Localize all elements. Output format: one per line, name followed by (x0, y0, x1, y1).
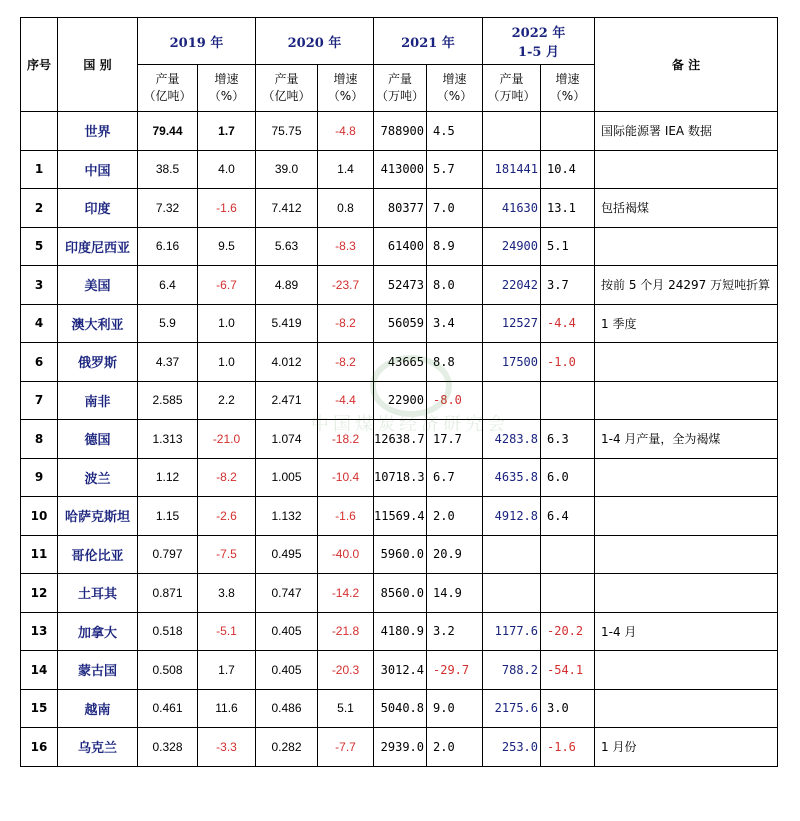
cell-country: 哥伦比亚 (58, 535, 138, 574)
cell-growth-2020: -8.2 (318, 343, 374, 382)
cell-production-2019: 6.4 (138, 266, 198, 305)
cell-index: 1 (21, 150, 58, 189)
cell-growth-2019: -5.1 (198, 612, 256, 651)
cell-production-2021: 22900 (374, 381, 427, 420)
cell-growth-2022: 6.0 (541, 458, 595, 497)
table-row (21, 189, 778, 228)
cell-production-2022: 24900 (483, 227, 541, 266)
cell-growth-2021: 4.5 (427, 112, 483, 151)
cell-growth-2022 (541, 535, 595, 574)
cell-growth-2021: 8.8 (427, 343, 483, 382)
watermark-logo: 中国煤炭经济研究会 (300, 355, 520, 445)
cell-growth-2019: 4.0 (198, 150, 256, 189)
cell-index: 11 (21, 535, 58, 574)
cell-production-2021: 4180.9 (374, 612, 427, 651)
cell-growth-2019: 1.7 (198, 651, 256, 690)
cell-production-2019: 0.871 (138, 574, 198, 613)
cell-remarks (595, 651, 778, 690)
cell-country: 世界 (58, 112, 138, 151)
cell-production-2022: 17500 (483, 343, 541, 382)
header-year-2022 (483, 18, 595, 65)
cell-index: 6 (21, 343, 58, 382)
cell-country: 波兰 (58, 458, 138, 497)
cell-production-2022: 4635.8 (483, 458, 541, 497)
cell-index: 10 (21, 497, 58, 536)
subheader-growth-2021: 增速 （%） (427, 65, 483, 112)
cell-country: 蒙古国 (58, 651, 138, 690)
cell-production-2022: 4283.8 (483, 420, 541, 459)
cell-growth-2020: -1.6 (318, 497, 374, 536)
cell-growth-2021: 8.0 (427, 266, 483, 305)
cell-production-2022 (483, 112, 541, 151)
cell-production-2020: 75.75 (256, 112, 318, 151)
cell-index: 2 (21, 189, 58, 228)
table-row (21, 150, 778, 189)
cell-index: 14 (21, 651, 58, 690)
cell-growth-2020: -14.2 (318, 574, 374, 613)
cell-remarks (595, 227, 778, 266)
cell-growth-2020: -18.2 (318, 420, 374, 459)
cell-growth-2019: -1.6 (198, 189, 256, 228)
cell-production-2021: 2939.0 (374, 728, 427, 767)
cell-production-2020: 39.0 (256, 150, 318, 189)
table-row (21, 612, 778, 651)
table-row (21, 304, 778, 343)
cell-growth-2021: 3.4 (427, 304, 483, 343)
cell-production-2022: 2175.6 (483, 689, 541, 728)
table-row (21, 497, 778, 536)
cell-production-2021: 788900 (374, 112, 427, 151)
cell-growth-2021: 2.0 (427, 728, 483, 767)
cell-growth-2020: 0.8 (318, 189, 374, 228)
table-row (21, 689, 778, 728)
cell-production-2020: 0.747 (256, 574, 318, 613)
cell-remarks (595, 689, 778, 728)
subheader-growth-2019: 增速 （%） (198, 65, 256, 112)
cell-growth-2022: -54.1 (541, 651, 595, 690)
cell-growth-2022: -1.0 (541, 343, 595, 382)
cell-country: 美国 (58, 266, 138, 305)
header-remarks: 备 注 (595, 18, 778, 112)
cell-growth-2019: 9.5 (198, 227, 256, 266)
cell-production-2021: 5960.0 (374, 535, 427, 574)
cell-growth-2020: 1.4 (318, 150, 374, 189)
cell-growth-2019: -21.0 (198, 420, 256, 459)
cell-growth-2022: 6.3 (541, 420, 595, 459)
table-row (21, 343, 778, 382)
table-row (21, 728, 778, 767)
cell-country: 南非 (58, 381, 138, 420)
cell-index: 7 (21, 381, 58, 420)
cell-growth-2022: 3.7 (541, 266, 595, 305)
table-row (21, 266, 778, 305)
cell-production-2020: 0.282 (256, 728, 318, 767)
cell-production-2020: 4.89 (256, 266, 318, 305)
cell-country: 乌克兰 (58, 728, 138, 767)
cell-production-2021: 52473 (374, 266, 427, 305)
cell-growth-2021: 9.0 (427, 689, 483, 728)
subheader-production-2019: 产量 （亿吨） (138, 65, 198, 112)
cell-remarks: 1-4 月 (595, 612, 778, 651)
cell-country: 澳大利亚 (58, 304, 138, 343)
table-row (21, 574, 778, 613)
cell-growth-2021: 3.2 (427, 612, 483, 651)
cell-production-2019: 7.32 (138, 189, 198, 228)
header-country: 国 别 (58, 18, 138, 112)
cell-growth-2019: 1.7 (198, 112, 256, 151)
cell-growth-2020: -40.0 (318, 535, 374, 574)
subheader-production-2021: 产量 （万吨） (374, 65, 427, 112)
cell-country: 哈萨克斯坦 (58, 497, 138, 536)
cell-production-2022 (483, 535, 541, 574)
cell-production-2019: 5.9 (138, 304, 198, 343)
cell-growth-2019: -8.2 (198, 458, 256, 497)
table-row (21, 651, 778, 690)
cell-production-2020: 1.074 (256, 420, 318, 459)
cell-remarks: 1 季度 (595, 304, 778, 343)
cell-growth-2021: 14.9 (427, 574, 483, 613)
cell-growth-2019: 1.0 (198, 304, 256, 343)
header-index: 序号 (21, 18, 58, 112)
cell-production-2022: 22042 (483, 266, 541, 305)
table-row (21, 420, 778, 459)
cell-growth-2022: 10.4 (541, 150, 595, 189)
cell-growth-2020: -23.7 (318, 266, 374, 305)
cell-remarks (595, 535, 778, 574)
cell-country: 印度 (58, 189, 138, 228)
cell-growth-2022 (541, 381, 595, 420)
cell-remarks (595, 150, 778, 189)
cell-growth-2020: -8.2 (318, 304, 374, 343)
cell-growth-2022: 6.4 (541, 497, 595, 536)
cell-production-2019: 79.44 (138, 112, 198, 151)
cell-growth-2021: 20.9 (427, 535, 483, 574)
cell-production-2020: 0.486 (256, 689, 318, 728)
cell-production-2019: 1.15 (138, 497, 198, 536)
cell-production-2020: 5.63 (256, 227, 318, 266)
cell-production-2022: 1177.6 (483, 612, 541, 651)
cell-production-2019: 1.313 (138, 420, 198, 459)
cell-index: 13 (21, 612, 58, 651)
cell-production-2022 (483, 574, 541, 613)
cell-country: 印度尼西亚 (58, 227, 138, 266)
cell-remarks: 1-4 月产量，全为褐煤 (595, 420, 778, 459)
cell-growth-2020: -4.8 (318, 112, 374, 151)
cell-production-2020: 1.132 (256, 497, 318, 536)
cell-production-2022: 181441 (483, 150, 541, 189)
cell-remarks: 按前 5 个月 24297 万短吨折算 (595, 266, 778, 305)
cell-growth-2019: -6.7 (198, 266, 256, 305)
table-row (21, 458, 778, 497)
cell-growth-2022: -1.6 (541, 728, 595, 767)
cell-production-2021: 413000 (374, 150, 427, 189)
cell-index: 16 (21, 728, 58, 767)
table-row (21, 535, 778, 574)
cell-growth-2022 (541, 574, 595, 613)
cell-country: 越南 (58, 689, 138, 728)
subheader-production-2022: 产量 （万吨） (483, 65, 541, 112)
cell-growth-2021: -29.7 (427, 651, 483, 690)
cell-production-2020: 7.412 (256, 189, 318, 228)
cell-growth-2022: -4.4 (541, 304, 595, 343)
cell-production-2019: 0.461 (138, 689, 198, 728)
cell-remarks: 国际能源署 IEA 数据 (595, 112, 778, 151)
header-year-2021: 2021 年 (374, 18, 483, 65)
cell-growth-2019: 2.2 (198, 381, 256, 420)
cell-growth-2020: -20.3 (318, 651, 374, 690)
cell-growth-2022: 13.1 (541, 189, 595, 228)
cell-production-2021: 80377 (374, 189, 427, 228)
cell-index: 15 (21, 689, 58, 728)
subheader-growth-2022: 增速 （%） (541, 65, 595, 112)
cell-production-2021: 8560.0 (374, 574, 427, 613)
cell-growth-2020: -8.3 (318, 227, 374, 266)
cell-remarks (595, 381, 778, 420)
cell-production-2022 (483, 381, 541, 420)
cell-growth-2021: 8.9 (427, 227, 483, 266)
table-row (21, 112, 778, 151)
cell-production-2022: 4912.8 (483, 497, 541, 536)
cell-production-2019: 0.508 (138, 651, 198, 690)
cell-country: 德国 (58, 420, 138, 459)
cell-production-2020: 0.405 (256, 612, 318, 651)
cell-production-2021: 5040.8 (374, 689, 427, 728)
cell-growth-2020: -7.7 (318, 728, 374, 767)
table-body (21, 112, 778, 767)
cell-country: 中国 (58, 150, 138, 189)
cell-production-2019: 0.328 (138, 728, 198, 767)
cell-production-2021: 3012.4 (374, 651, 427, 690)
cell-growth-2020: -21.8 (318, 612, 374, 651)
cell-country: 俄罗斯 (58, 343, 138, 382)
cell-production-2021: 56059 (374, 304, 427, 343)
cell-index: 3 (21, 266, 58, 305)
subheader-growth-2020: 增速 （%） (318, 65, 374, 112)
cell-production-2020: 0.495 (256, 535, 318, 574)
cell-country: 土耳其 (58, 574, 138, 613)
cell-production-2019: 38.5 (138, 150, 198, 189)
cell-production-2021: 61400 (374, 227, 427, 266)
cell-production-2019: 6.16 (138, 227, 198, 266)
cell-growth-2019: -2.6 (198, 497, 256, 536)
cell-growth-2019: 11.6 (198, 689, 256, 728)
cell-remarks: 1 月份 (595, 728, 778, 767)
header-year-2022-line2: 1-5 月 (517, 45, 559, 60)
cell-growth-2021: 5.7 (427, 150, 483, 189)
cell-index: 8 (21, 420, 58, 459)
cell-remarks (595, 343, 778, 382)
cell-production-2019: 0.797 (138, 535, 198, 574)
header-year-2020: 2020 年 (256, 18, 374, 65)
cell-production-2021: 12638.7 (374, 420, 427, 459)
cell-production-2019: 2.585 (138, 381, 198, 420)
cell-growth-2020: -10.4 (318, 458, 374, 497)
cell-index: 5 (21, 227, 58, 266)
cell-growth-2022 (541, 112, 595, 151)
subheader-production-2020: 产量 （亿吨） (256, 65, 318, 112)
cell-remarks (595, 574, 778, 613)
table-row (21, 227, 778, 266)
cell-growth-2021: 7.0 (427, 189, 483, 228)
cell-production-2020: 1.005 (256, 458, 318, 497)
cell-growth-2021: 6.7 (427, 458, 483, 497)
cell-production-2021: 11569.4 (374, 497, 427, 536)
cell-production-2020: 4.012 (256, 343, 318, 382)
cell-production-2022: 253.0 (483, 728, 541, 767)
cell-growth-2019: -7.5 (198, 535, 256, 574)
cell-index: 4 (21, 304, 58, 343)
cell-production-2020: 5.419 (256, 304, 318, 343)
table-row (21, 381, 778, 420)
cell-growth-2022: 3.0 (541, 689, 595, 728)
cell-growth-2022: -20.2 (541, 612, 595, 651)
cell-growth-2019: 1.0 (198, 343, 256, 382)
cell-production-2021: 43665 (374, 343, 427, 382)
cell-index: 9 (21, 458, 58, 497)
cell-growth-2020: 5.1 (318, 689, 374, 728)
cell-remarks: 包括褐煤 (595, 189, 778, 228)
cell-production-2019: 1.12 (138, 458, 198, 497)
cell-growth-2021: -8.0 (427, 381, 483, 420)
cell-remarks (595, 458, 778, 497)
cell-country: 加拿大 (58, 612, 138, 651)
cell-production-2022: 12527 (483, 304, 541, 343)
cell-index: 12 (21, 574, 58, 613)
cell-production-2019: 4.37 (138, 343, 198, 382)
cell-production-2021: 10718.3 (374, 458, 427, 497)
cell-growth-2022: 5.1 (541, 227, 595, 266)
header-year-2019: 2019 年 (138, 18, 256, 65)
cell-growth-2019: -3.3 (198, 728, 256, 767)
cell-production-2020: 2.471 (256, 381, 318, 420)
cell-production-2022: 41630 (483, 189, 541, 228)
cell-growth-2020: -4.4 (318, 381, 374, 420)
cell-index (21, 112, 58, 151)
coal-production-table (20, 17, 778, 767)
cell-remarks (595, 497, 778, 536)
header-year-2022-line1: 2022 年 (511, 26, 566, 41)
cell-production-2019: 0.518 (138, 612, 198, 651)
cell-growth-2021: 17.7 (427, 420, 483, 459)
cell-production-2020: 0.405 (256, 651, 318, 690)
cell-growth-2021: 2.0 (427, 497, 483, 536)
cell-production-2022: 788.2 (483, 651, 541, 690)
cell-growth-2019: 3.8 (198, 574, 256, 613)
